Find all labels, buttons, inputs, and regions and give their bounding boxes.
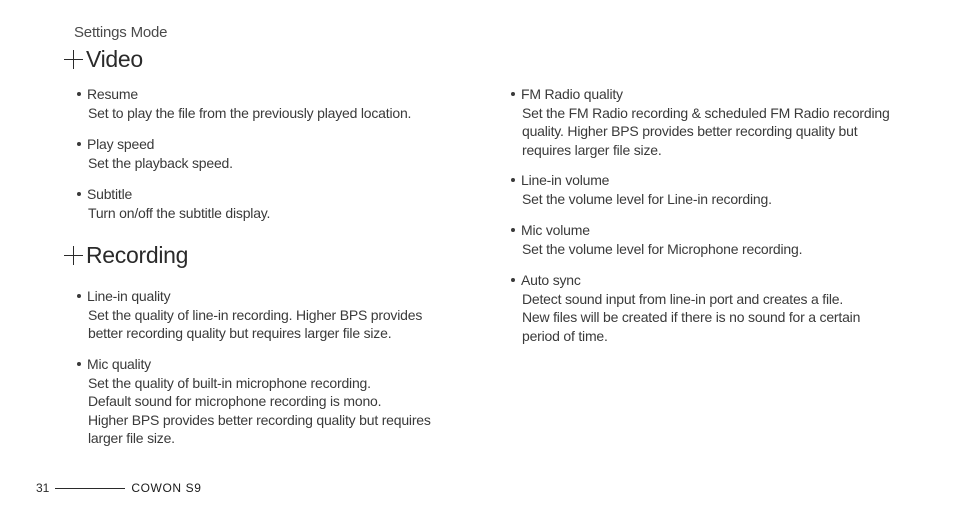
item-description: Set to play the file from the previously played location.	[88, 104, 412, 121]
item-description: Set the playback speed.	[88, 154, 233, 171]
list-item-auto-sync	[522, 271, 860, 345]
settings-mode-label: Settings Mode	[74, 24, 168, 41]
footer-rule	[55, 488, 125, 489]
item-title: Line-in quality	[87, 288, 171, 304]
item-description: Set the FM Radio recording & scheduled FM Radio recording quality. Higher BPS provides better recording quality but requires larger file size.	[522, 104, 890, 158]
item-description: Detect sound input from line-in port and creates a file. New files will be created if there is no sound for a certain period of time.	[522, 290, 861, 344]
item-title: Line-in volume	[521, 172, 610, 188]
list-item-line-in-volume	[522, 171, 772, 208]
brand-name: COWON S9	[131, 481, 202, 495]
list-item-fm-radio-quality	[522, 85, 890, 159]
plus-icon	[64, 50, 83, 69]
page-number: 31	[36, 481, 50, 495]
page-footer	[36, 481, 202, 495]
item-title: Play speed	[87, 136, 155, 152]
list-item-resume	[88, 85, 411, 122]
video-section-heading	[64, 46, 143, 73]
bullet-icon	[77, 192, 81, 196]
bullet-icon	[511, 178, 515, 182]
bullet-icon	[511, 228, 515, 232]
list-item-subtitle	[88, 185, 270, 222]
item-description: Set the quality of built-in microphone recording. Default sound for microphone recording is mono. Higher BPS provides better recording quality but requires larger file size.	[88, 374, 431, 446]
bullet-icon	[511, 92, 515, 96]
item-title: Subtitle	[87, 186, 133, 202]
item-description: Set the quality of line-in recording. Higher BPS provides better recording quality but requires larger file size.	[88, 306, 423, 341]
recording-section-heading	[64, 242, 188, 269]
list-item-mic-quality	[88, 355, 431, 448]
item-description: Set the volume level for Line-in recording.	[522, 190, 772, 207]
recording-section-title: Recording	[86, 242, 189, 268]
item-description: Set the volume level for Microphone recording.	[522, 240, 803, 257]
plus-icon	[64, 246, 83, 265]
item-title: Resume	[87, 86, 138, 102]
bullet-icon	[77, 362, 81, 366]
list-item-line-in-quality	[88, 287, 422, 343]
item-title: FM Radio quality	[521, 86, 623, 102]
item-description: Turn on/off the subtitle display.	[88, 204, 271, 221]
item-title: Auto sync	[521, 272, 581, 288]
list-item-play-speed	[88, 135, 233, 172]
video-section-title: Video	[86, 46, 143, 72]
bullet-icon	[77, 92, 81, 96]
bullet-icon	[77, 142, 81, 146]
list-item-mic-volume	[522, 221, 802, 258]
item-title: Mic volume	[521, 222, 590, 238]
bullet-icon	[511, 278, 515, 282]
bullet-icon	[77, 294, 81, 298]
item-title: Mic quality	[87, 356, 151, 372]
